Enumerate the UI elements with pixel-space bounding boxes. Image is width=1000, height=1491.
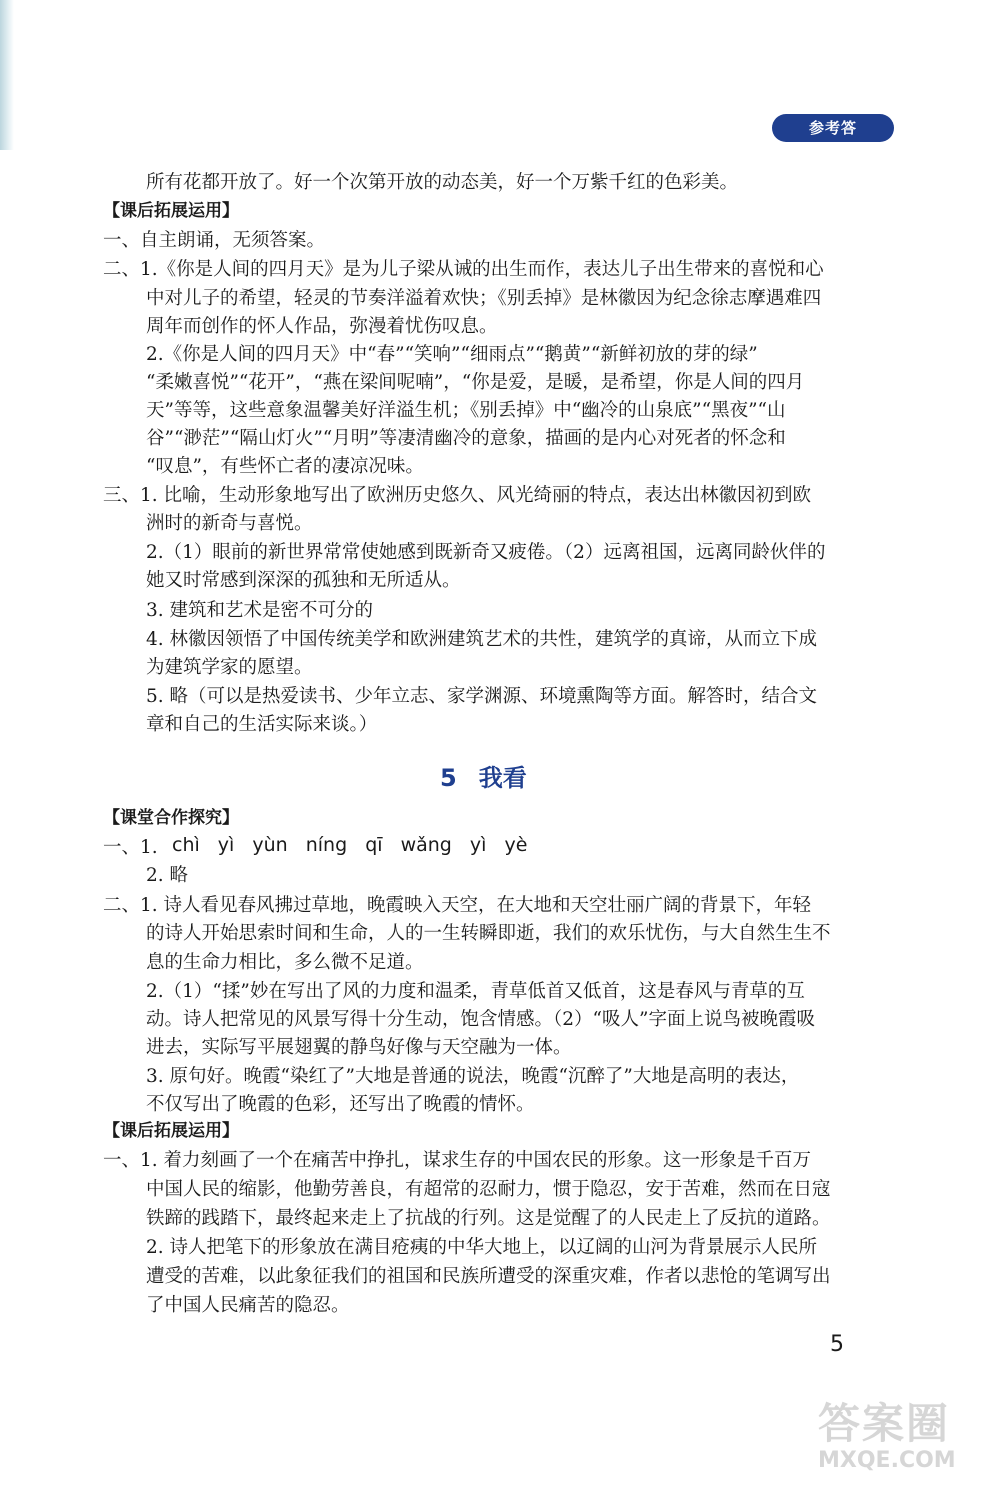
section-heading-class: 【课堂合作探究】 xyxy=(103,808,239,828)
answer-line: 4. 林徽因领悟了中国传统美学和欧洲建筑艺术的共性，建筑学的真谛，从而立下成 xyxy=(146,629,818,650)
answer-line: 5. 略（可以是热爱读书、少年立志、家学渊源、环境熏陶等方面。解答时，结合文 xyxy=(146,686,818,707)
watermark-text: 答案圈 xyxy=(818,1399,951,1448)
answer-line: 息的生命力相比，多么微不足道。 xyxy=(146,952,424,973)
section-heading-extension: 【课后拓展运用】 xyxy=(103,201,239,221)
answer-line: 2. 略 xyxy=(146,865,189,886)
lesson-name: 我看 xyxy=(478,764,527,792)
section-heading-extension-2: 【课后拓展运用】 xyxy=(103,1121,239,1141)
answer-line: 铁蹄的践踏下，最终起来走上了抗战的行列。这是觉醒了的人民走上了反抗的道路。 xyxy=(146,1208,831,1229)
lesson-title xyxy=(440,758,527,793)
answer-line: 一、1. 着力刻画了一个在痛苦中挣扎，谋求生存的中国农民的形象。这一形象是千百万 xyxy=(103,1150,812,1171)
answer-line: 一、自主朗诵，无须答案。 xyxy=(103,230,326,251)
answer-line: 动。诗人把常见的风景写得十分生动，饱含情感。（2）“吸人”字面上说鸟被晚霞吸 xyxy=(146,1009,815,1030)
answer-line: 遭受的苦难，以此象征我们的祖国和民族所遭受的深重灾难，作者以悲怆的笔调写出 xyxy=(146,1266,831,1287)
answer-line: 二、1.《你是人间的四月天》是为儿子梁从诫的出生而作，表达儿子出生带来的喜悦和心 xyxy=(103,259,824,280)
watermark-logo xyxy=(818,1400,988,1480)
watermark-url: MXQE.COM xyxy=(818,1448,956,1473)
answer-line: 洲时的新奇与喜悦。 xyxy=(146,513,313,534)
answer-line: 周年而创作的怀人作品，弥漫着忧伤叹息。 xyxy=(146,316,498,337)
answer-line: 她又时常感到深深的孤独和无所适从。 xyxy=(146,570,461,591)
answer-line: 了中国人民痛苦的隐忍。 xyxy=(146,1295,350,1316)
answer-line: 中国人民的缩影，他勤劳善良，有超常的忍耐力，惯于隐忍，安于苦难，然而在日寇 xyxy=(146,1179,831,1200)
answer-line: 谷”“渺茫”“隔山灯火”“月明”等凄清幽冷的意象，描画的是内心对死者的怀念和 xyxy=(146,428,786,449)
lesson-number: 5 xyxy=(440,764,457,792)
answer-line: 天”等等，这些意象温馨美好洋溢生机；《别丢掉》中“幽冷的山泉底”“黑夜”“山 xyxy=(146,400,786,421)
pinyin-answers: chì yì yùn níng qī wǎng yì yè xyxy=(172,834,528,856)
answer-line: 3. 原句好。晚霞“染红了”大地是普通的说法，晚霞“沉醉了”大地是高明的表达， xyxy=(146,1066,800,1087)
answer-line: 不仅写出了晚霞的色彩，还写出了晚霞的情怀。 xyxy=(146,1094,535,1115)
answer-line: 章和自己的生活实际来谈。） xyxy=(146,714,378,735)
intro-line: 所有花都开放了。好一个次第开放的动态美，好一个万紫千红的色彩美。 xyxy=(146,172,739,193)
answer-line: 中对儿子的希望，轻灵的节奏洋溢着欢快；《别丢掉》是林徽因为纪念徐志摩遇难四 xyxy=(146,288,822,309)
answer-line: “叹息”，有些怀亡者的凄凉况味。 xyxy=(146,456,424,477)
answer-line: 2.（1）眼前的新世界常常使她感到既新奇又疲倦。（2）远离祖国，远离同龄伙伴的 xyxy=(146,542,826,563)
answer-line: 二、1. 诗人看见春风拂过草地，晚霞映入天空，在大地和天空壮丽广阔的背景下，年轻 xyxy=(103,895,812,916)
answer-line: “柔嫩喜悦”“花开”，“燕在梁间呢喃”，“你是爱，是暖，是希望，你是人间的四月 xyxy=(146,372,805,393)
answer-line: 2.《你是人间的四月天》中“春”“笑响”“细雨点”“鹅黄”“新鲜初放的芽的绿” xyxy=(146,344,758,365)
page-number: 5 xyxy=(830,1332,844,1357)
answer-key-badge: 参考答案 xyxy=(772,114,894,142)
answer-line: 进去，实际写平展翅翼的静鸟好像与天空融为一体。 xyxy=(146,1037,572,1058)
answer-line: 2. 诗人把笔下的形象放在满目疮痍的中华大地上，以辽阔的山河为背景展示人民所 xyxy=(146,1237,818,1258)
answer-line: 的诗人开始思索时间和生命，人的一生转瞬即逝，我们的欢乐忧伤，与大自然生生不 xyxy=(146,923,831,944)
answer-line: 3. 建筑和艺术是密不可分的 xyxy=(146,600,374,621)
answer-line: 为建筑学家的愿望。 xyxy=(146,657,313,678)
answer-line: 一、1. xyxy=(103,837,158,858)
answer-line: 2.（1）“揉”妙在写出了风的力度和温柔，青草低首又低首，这是春风与青草的互 xyxy=(146,981,805,1002)
answer-line: 三、1. 比喻，生动形象地写出了欧洲历史悠久、风光绮丽的特点，表达出林徽因初到欧 xyxy=(103,485,812,506)
page-edge-strip xyxy=(0,0,14,150)
